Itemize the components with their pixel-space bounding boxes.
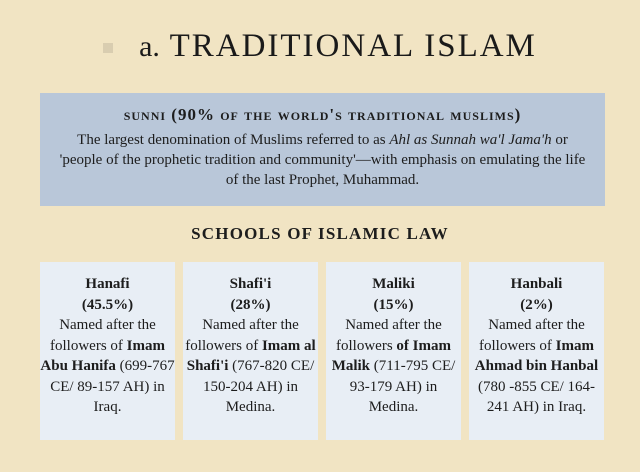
school-imam: Imam Abu Hanifa: [40, 337, 165, 374]
section-letter: a.: [139, 30, 160, 63]
school-percent: (28%): [230, 296, 271, 313]
school-dates: (767-820 CE/ 150-204 AH) in Medina.: [203, 358, 315, 415]
school-dates: (711-795 CE/ 93-179 AH) in Medina.: [349, 358, 456, 415]
school-card-maliki: [326, 262, 461, 440]
school-named-after: Named after the followers of: [50, 317, 156, 354]
school-dates: (699-767 CE/ 89-157 AH) in Iraq.: [50, 358, 175, 415]
school-imam: of Imam Malik: [331, 337, 451, 374]
school-imam: Imam Ahmad bin Hanbal: [474, 337, 599, 374]
schools-heading: SCHOOLS OF ISLAMIC LAW: [191, 224, 449, 243]
school-named-after: Named after the followers of: [479, 317, 585, 354]
school-card-hanafi: [40, 262, 175, 440]
sunni-desc-part2: or 'people of the prophetic tradition and community'—with emphasis on emulating the life of the last Prophet, Muhammad.: [59, 132, 586, 188]
school-imam: Imam al Shafi'i: [186, 337, 316, 374]
sunni-desc-italic: Ahl as Sunnah wa'l Jama'h: [389, 132, 552, 148]
school-named-after: Named after the followers of: [185, 317, 299, 354]
school-dates: (780 -855 CE/ 164-241 AH) in Iraq.: [477, 378, 596, 415]
sunni-heading: sunni (90% of the world's traditional muslims): [123, 105, 522, 124]
school-percent: (2%): [520, 296, 553, 313]
school-name: Shafi'i: [229, 276, 272, 292]
title-text: TRADITIONAL ISLAM: [169, 28, 537, 64]
sunni-box: [40, 93, 605, 206]
sunni-description: [40, 130, 605, 190]
school-name: Hanbali: [510, 276, 563, 292]
school-named-after: Named after the followers: [336, 317, 442, 354]
school-percent: (15%): [373, 296, 414, 313]
school-card-hanbali: [469, 262, 604, 440]
sunni-desc-part1: The largest denomination of Muslims referred to as: [77, 132, 390, 148]
decorative-mark: [103, 43, 113, 53]
school-name: Hanafi: [85, 276, 130, 292]
page-title: [0, 28, 640, 65]
school-card-shafii: [183, 262, 318, 440]
school-name: Maliki: [372, 276, 415, 292]
school-percent: (45.5%): [81, 296, 134, 313]
